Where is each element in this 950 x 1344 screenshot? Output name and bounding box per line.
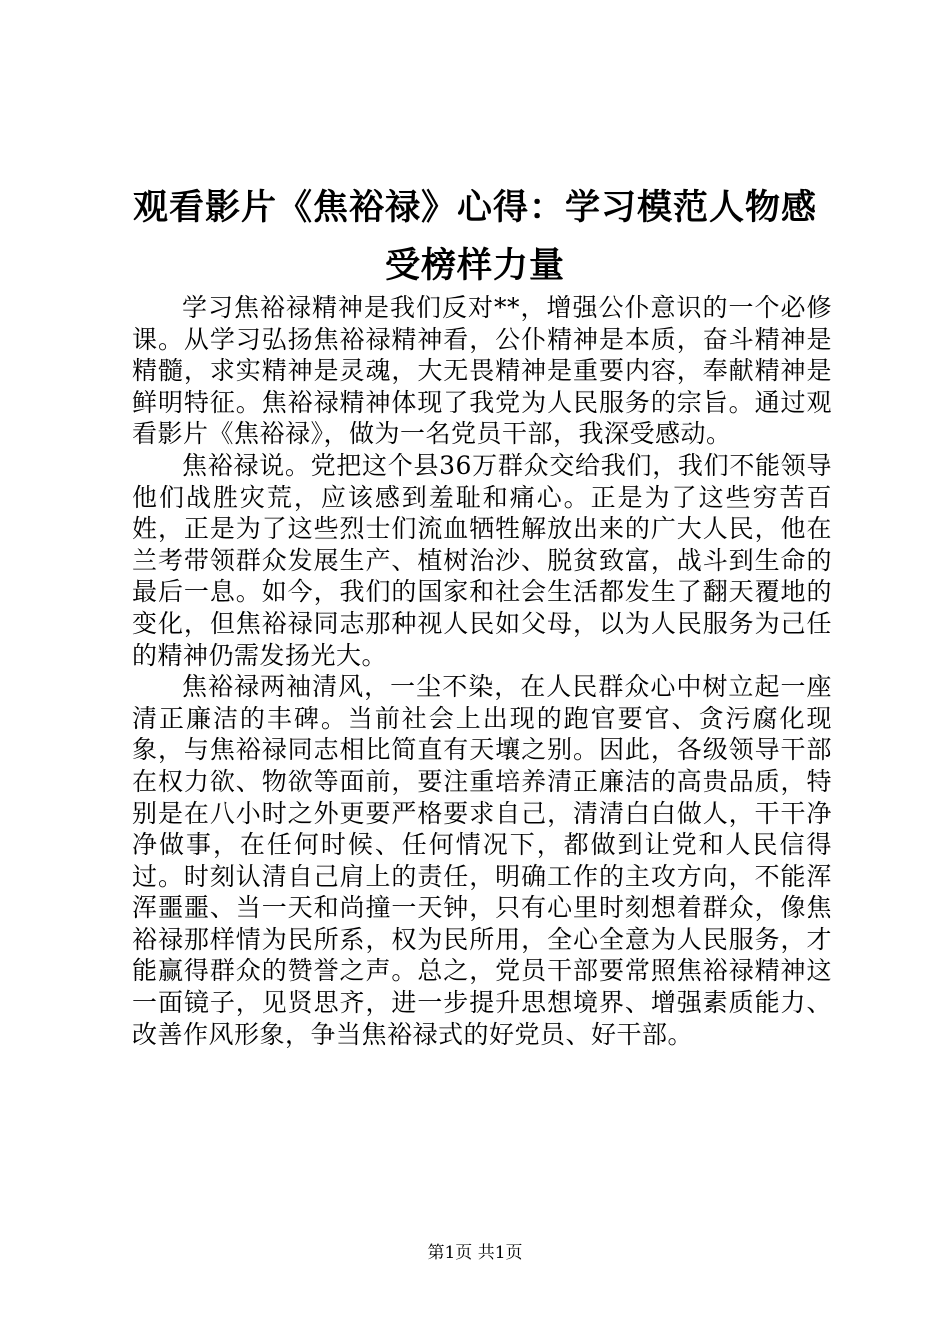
document-title: 观看影片《焦裕禄》心得：学习模范人物感受榜样力量 <box>132 187 817 287</box>
paragraph-1: 学习焦裕禄精神是我们反对**，增强公仆意识的一个必修课。从学习弘扬焦裕禄精神看，公仆精神是本质，奋斗精神是精髓，求实精神是灵魂，大无畏精神是重要内容，奉献精神是鲜明特征。焦裕禄精神体现了我党为人民服务的宗旨。通过观看影片《焦裕禄》，做为一名党员干部，我深受感动。 <box>132 293 832 449</box>
document-body <box>132 292 832 1050</box>
page-number-footer: 第1页 共1页 <box>427 1243 523 1263</box>
paragraph-3: 焦裕禄两袖清风，一尘不染，在人民群众心中树立起一座清正廉洁的丰碑。当前社会上出现的跑官要官、贪污腐化现象，与焦裕禄同志相比简直有天壤之别。因此，各级领导干部在权力欲、物欲等面前，要注重培养清正廉洁的高贵品质，特别是在八小时之外更要严格要求自己，清清白白做人，干干净净做事，在任何时候、任何情况下，都做到让党和人民信得过。时刻认清自己肩上的责任，明确工作的主攻方向，不能浑浑噩噩、当一天和尚撞一天钟，只有心里时刻想着群众，像焦裕禄那样情为民所系，权为民所用，全心全意为人民服务，才能赢得群众的赞誉之声。总之，党员干部要常照焦裕禄精神这一面镜子，见贤思齐，进一步提升思想境界、增强素质能力、改善作风形象，争当焦裕禄式的好党员、好干部。 <box>132 672 832 1049</box>
paragraph-2: 焦裕禄说。党把这个县36万群众交给我们，我们不能领导他们战胜灾荒，应该感到羞耻和痛心。正是为了这些穷苦百姓，正是为了这些烈士们流血牺牲解放出来的广大人民，他在兰考带领群众发展生产、植树治沙、脱贫致富，战斗到生命的最后一息。如今，我们的国家和社会生活都发生了翻天覆地的变化，但焦裕禄同志那种视人民如父母，以为人民服务为己任的精神仍需发扬光大。 <box>132 450 832 670</box>
